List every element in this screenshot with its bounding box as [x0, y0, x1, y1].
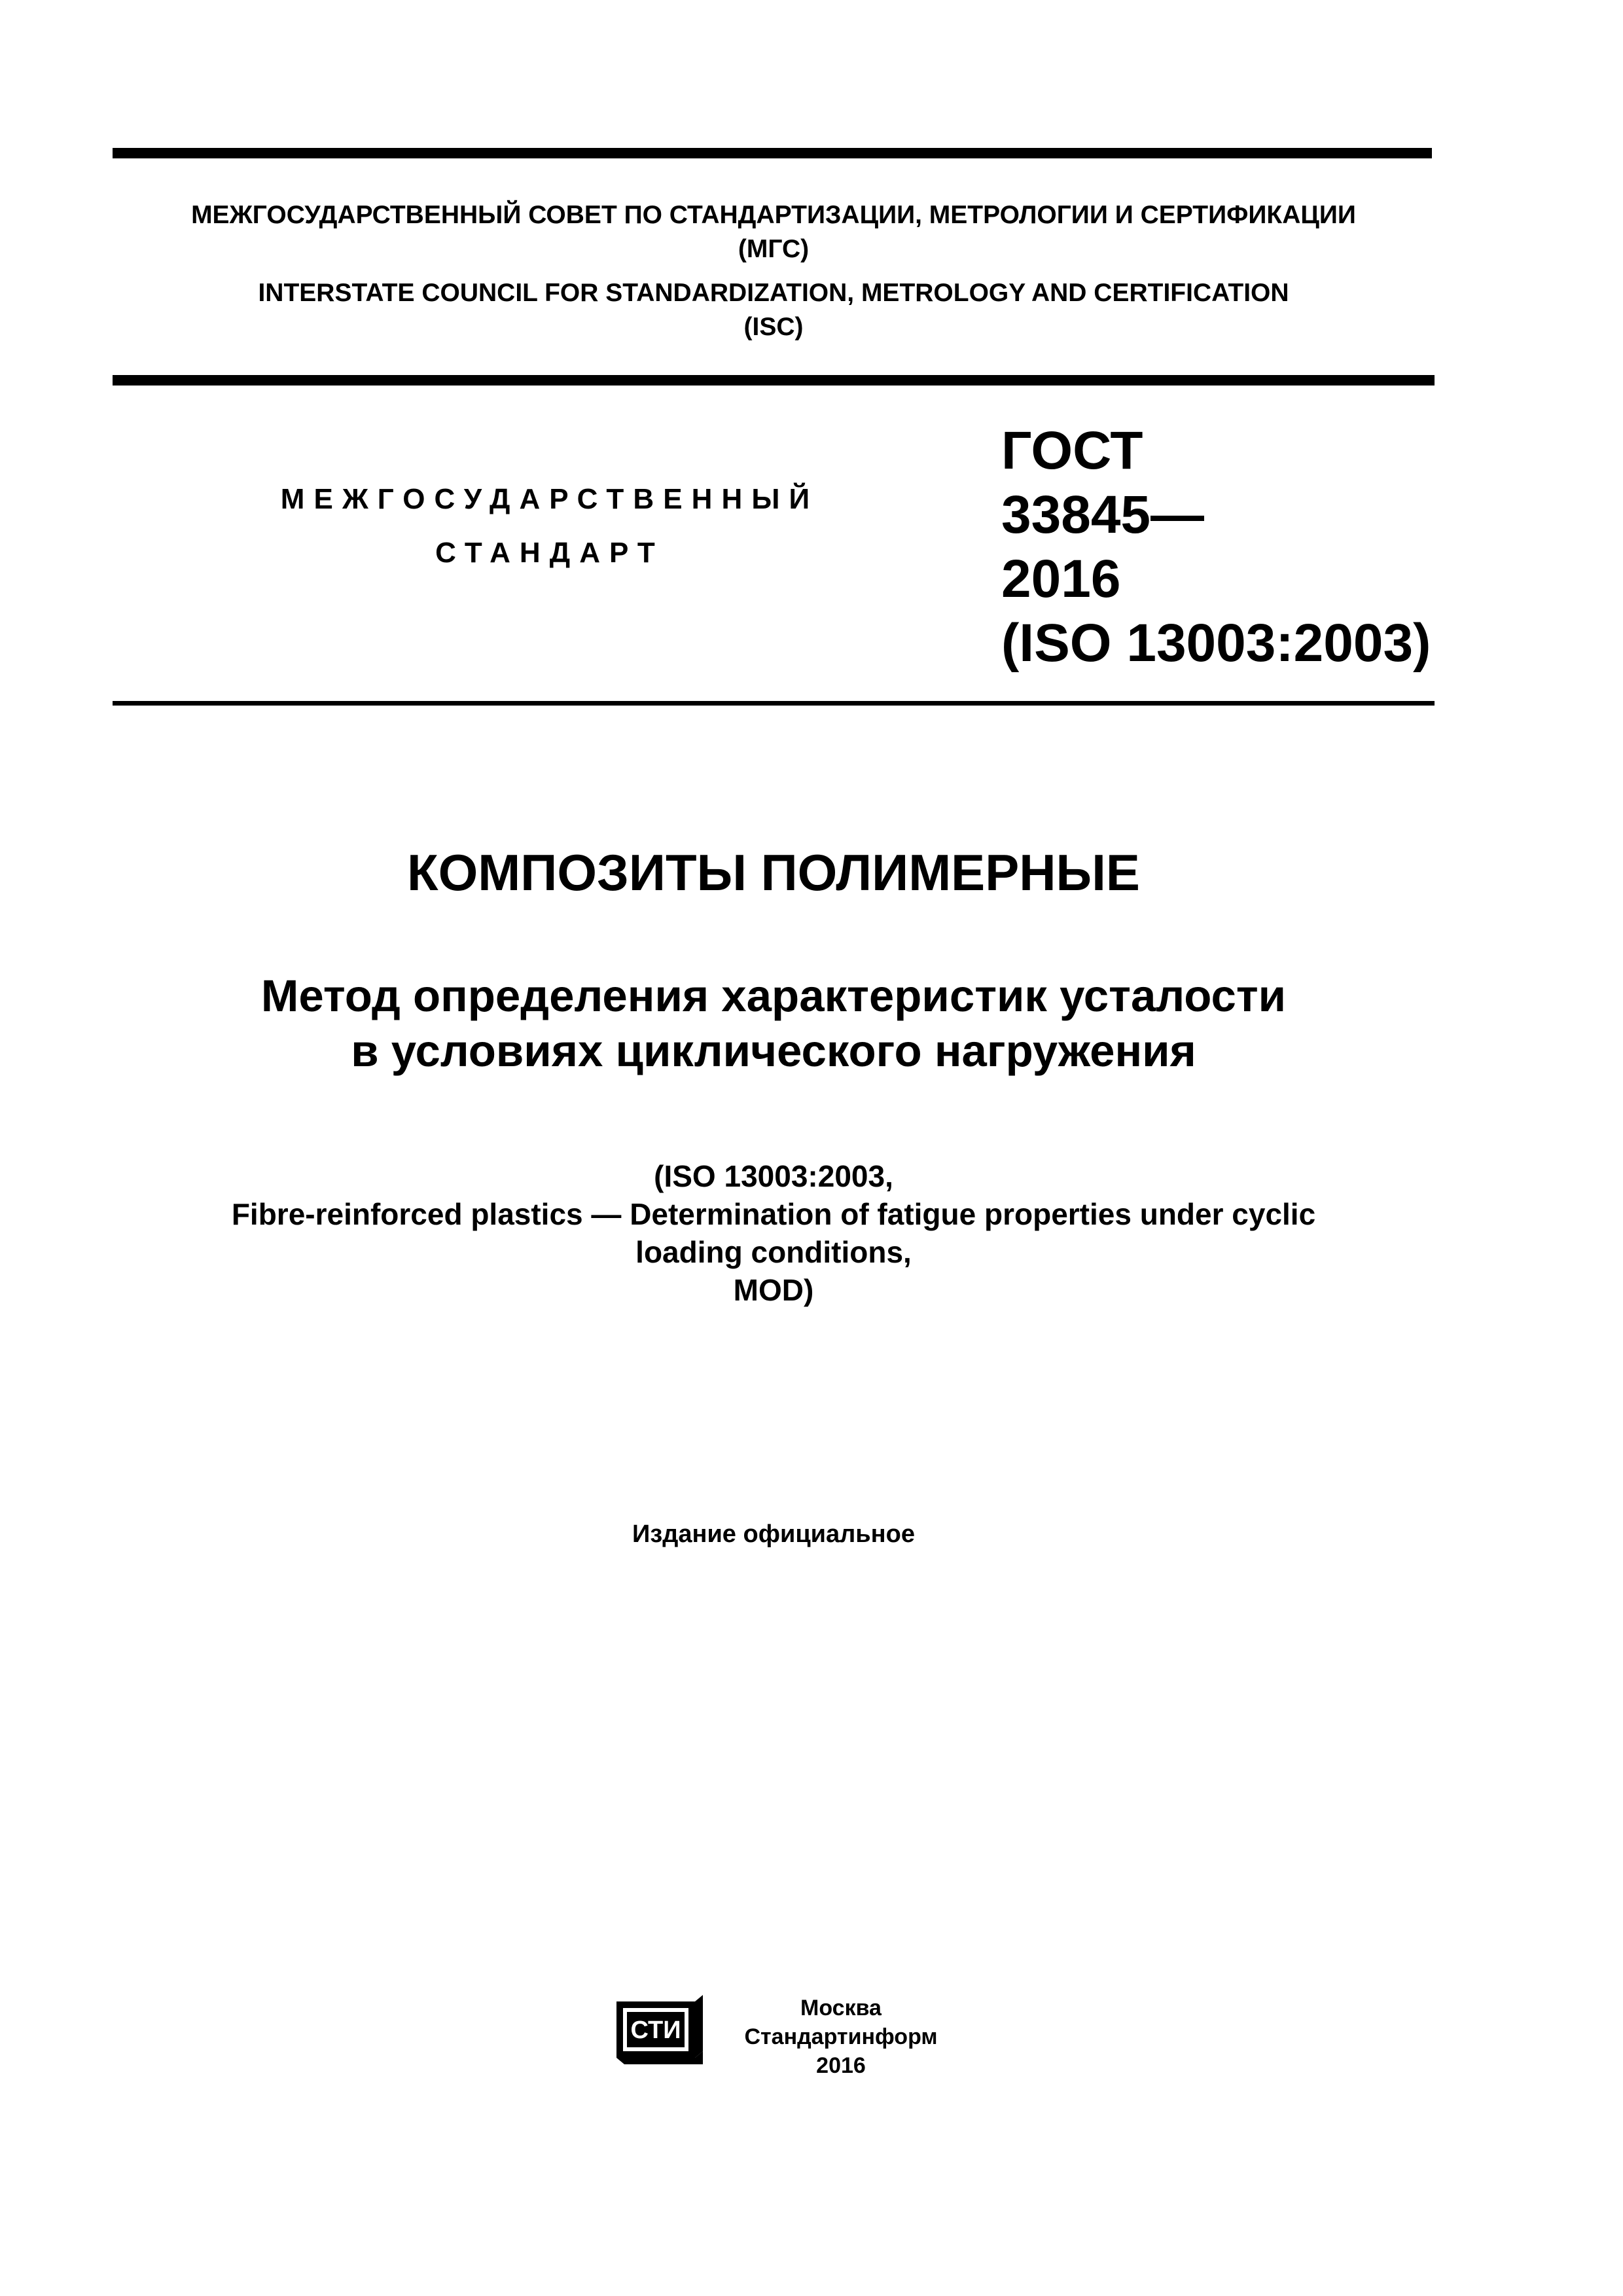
iso-reference-line4: MOD)	[733, 1273, 814, 1307]
thin-rule	[113, 701, 1435, 706]
standard-label	[242, 473, 857, 580]
standartinform-logo-icon	[614, 1995, 705, 2067]
middle-rule	[113, 375, 1435, 386]
publisher-year: 2016	[816, 2053, 866, 2078]
iso-reference-line1: (ISO 13003:2003,	[654, 1159, 893, 1193]
publisher-name: Стандартинформ	[744, 2024, 938, 2049]
council-name-ru-line1: МЕЖГОСУДАРСТВЕННЫЙ СОВЕТ ПО СТАНДАРТИЗАЦИИ, МЕТРОЛОГИИ И СЕРТИФИКАЦИИ	[191, 201, 1356, 229]
council-abbr-en: (ISC)	[743, 313, 804, 341]
document-subtitle	[113, 969, 1435, 1079]
standard-designation	[1001, 419, 1431, 675]
council-name-ru	[113, 198, 1435, 266]
publisher-city: Москва	[800, 1996, 882, 2020]
council-abbr-ru: (МГС)	[738, 235, 810, 263]
designation-line1: ГОСТ	[1001, 421, 1143, 480]
publisher-block	[713, 1994, 969, 2080]
document-title: КОМПОЗИТЫ ПОЛИМЕРНЫЕ	[407, 844, 1140, 901]
council-name-en-line1: INTERSTATE COUNCIL FOR STANDARDIZATION, METROLOGY AND CERTIFICATION	[258, 279, 1289, 307]
subtitle-line2: в условиях циклического нагружения	[351, 1026, 1196, 1076]
standard-label-line2: СТАНДАРТ	[435, 537, 664, 569]
top-rule	[113, 148, 1432, 158]
iso-reference	[113, 1157, 1435, 1309]
designation-line4: (ISO 13003:2003)	[1001, 613, 1431, 673]
logo-text: СТИ	[630, 2017, 681, 2044]
subtitle-line1: Метод определения характеристик усталости	[260, 971, 1287, 1021]
iso-reference-line3: loading conditions,	[635, 1235, 912, 1269]
edition-note: Издание официальное	[632, 1520, 915, 1548]
designation-line2: 33845—	[1001, 485, 1205, 545]
standard-label-line1: МЕЖГОСУДАРСТВЕННЫЙ	[280, 483, 819, 515]
designation-line3: 2016	[1001, 549, 1121, 609]
iso-reference-line2: Fibre-reinforced plastics — Determination of fatigue properties under cyclic	[231, 1197, 1316, 1231]
council-name-en	[113, 276, 1435, 344]
